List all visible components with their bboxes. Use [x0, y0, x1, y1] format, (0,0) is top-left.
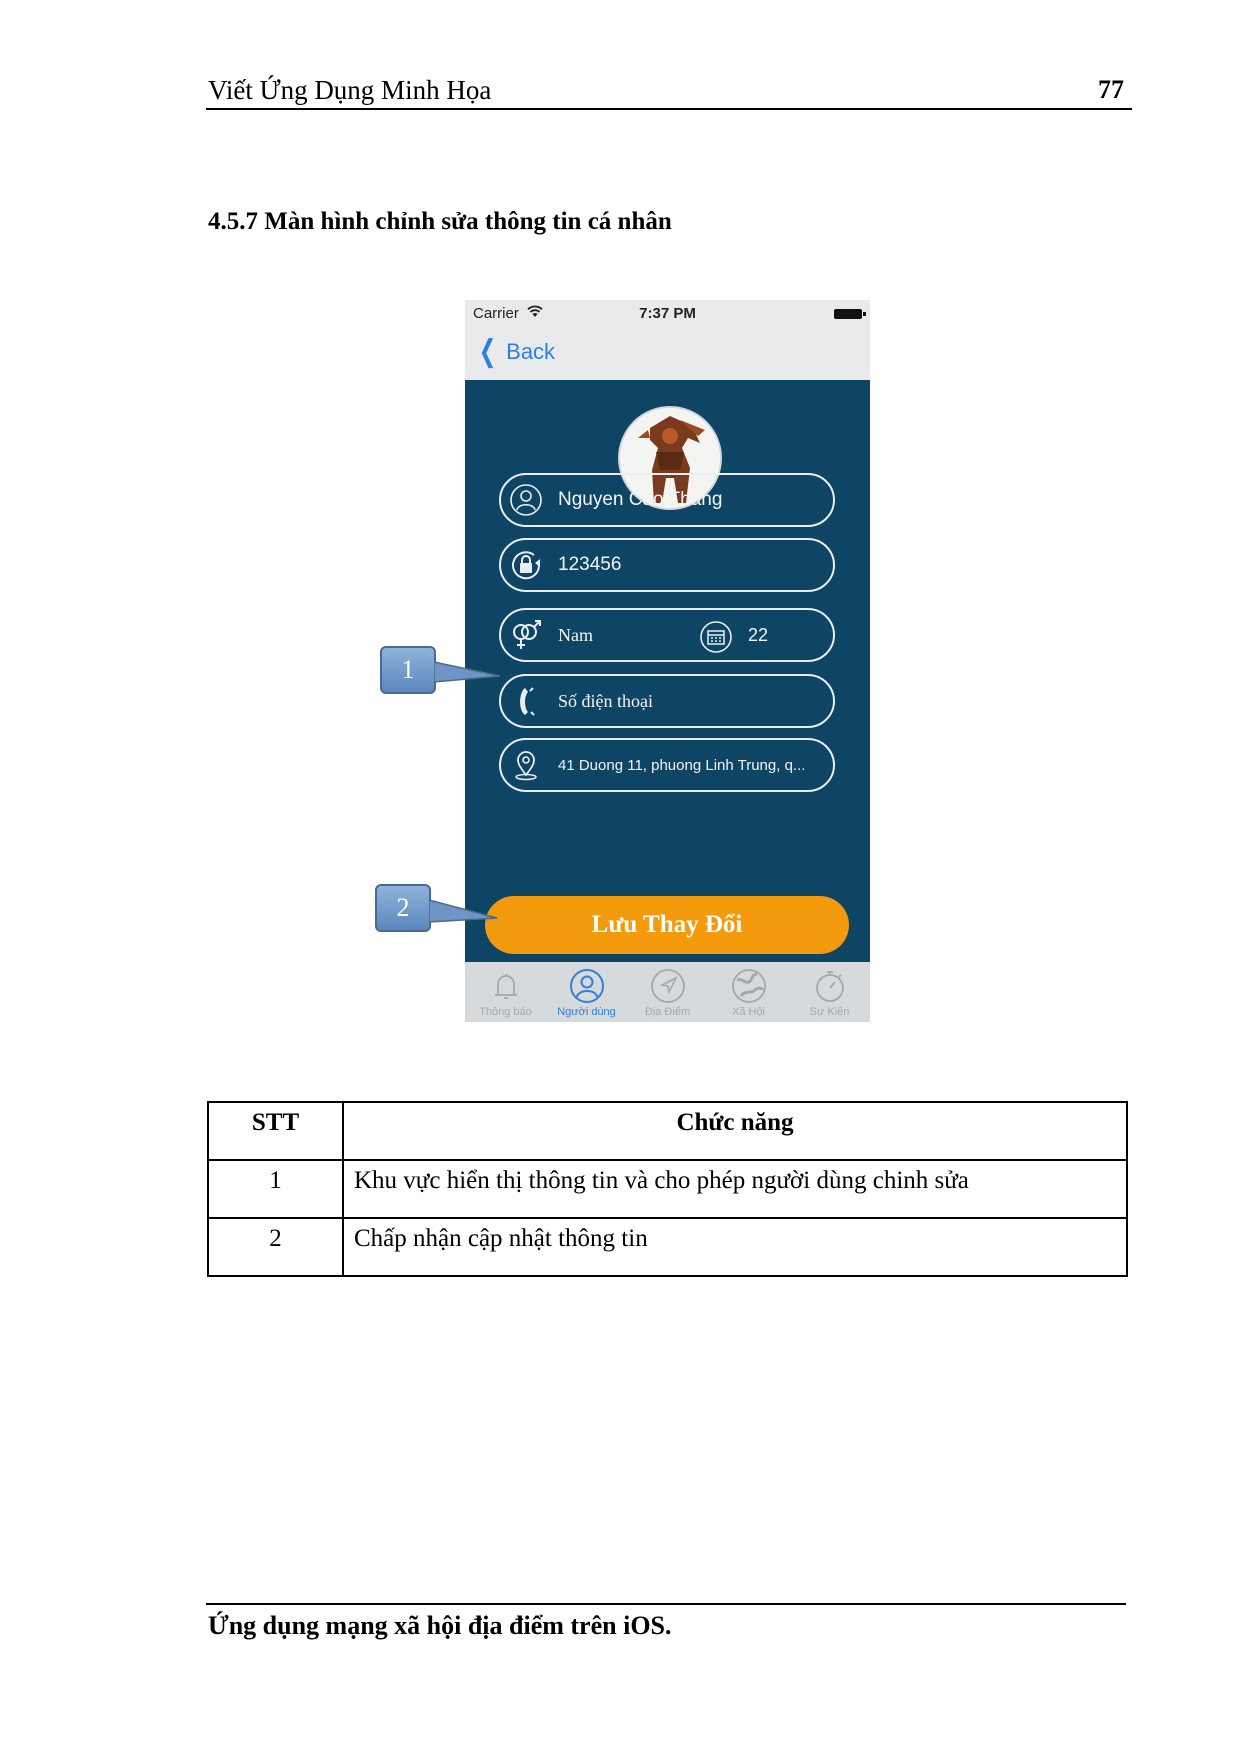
tab-label: Người dùng — [557, 1006, 616, 1018]
status-bar — [465, 300, 870, 380]
carrier-label: Carrier — [473, 305, 519, 322]
section-heading: 4.5.7 Màn hình chỉnh sửa thông tin cá nhân — [208, 208, 672, 235]
table-row — [208, 1160, 1127, 1218]
password-field[interactable] — [499, 538, 835, 592]
footer-text: Ứng dụng mạng xã hội địa điểm trên iOS. — [208, 1611, 672, 1640]
header-title: Viết Ứng Dụng Minh Họa — [208, 75, 492, 105]
tab-label: Địa Điểm — [644, 1006, 691, 1018]
tab-social[interactable] — [708, 962, 789, 1022]
callout-1-arrow — [434, 652, 504, 692]
gender-age-field[interactable] — [499, 608, 835, 662]
address-value: 41 Duong 11, phuong Linh Trung, q... — [558, 757, 806, 774]
globe-icon — [731, 968, 767, 1004]
page-number: 77 — [1098, 75, 1124, 104]
gender-value: Nam — [558, 625, 593, 645]
tab-bar — [465, 962, 870, 1022]
back-label: Back — [506, 339, 556, 364]
callout-2: 2 — [375, 884, 431, 932]
user-icon — [569, 968, 605, 1004]
page-header — [206, 66, 1132, 110]
header-function: Chức năng — [343, 1102, 1127, 1160]
tab-notifications[interactable] — [465, 962, 546, 1022]
navigation-icon — [650, 968, 686, 1004]
row-description: Khu vực hiển thị thông tin và cho phép người dùng chinh sửa — [343, 1160, 1127, 1218]
calendar-icon — [699, 620, 733, 654]
row-stt: 1 — [208, 1160, 343, 1218]
tab-label: Xã Hội — [731, 1006, 766, 1018]
age-value: 22 — [748, 625, 769, 645]
name-value: Nguyen Cao Thang — [558, 489, 723, 510]
name-field[interactable] — [499, 473, 835, 527]
clock-label: 7:37 PM — [639, 305, 696, 322]
tab-events[interactable] — [789, 962, 870, 1022]
bell-icon — [488, 968, 524, 1004]
gender-icon — [509, 618, 543, 652]
location-pin-icon — [509, 748, 543, 782]
address-field[interactable] — [499, 738, 835, 792]
lock-refresh-icon — [509, 548, 543, 582]
save-changes-button[interactable]: Lưu Thay Đổi — [485, 896, 849, 954]
header-stt: STT — [208, 1102, 343, 1160]
battery-icon — [834, 309, 862, 319]
tab-label: Sự Kiện — [809, 1006, 850, 1018]
phone-screenshot — [465, 300, 870, 1022]
back-button[interactable] — [475, 335, 556, 368]
phone-number-field[interactable] — [499, 674, 835, 728]
callout-1: 1 — [380, 646, 436, 694]
page-footer — [206, 1603, 1126, 1640]
callout-2-arrow — [429, 892, 501, 932]
table-row — [208, 1218, 1127, 1276]
row-stt: 2 — [208, 1218, 343, 1276]
table-header-row — [208, 1102, 1127, 1160]
tab-places[interactable] — [627, 962, 708, 1022]
password-value: 123456 — [558, 554, 622, 575]
row-description: Chấp nhận cập nhật thông tin — [343, 1218, 1127, 1276]
tab-label: Thông báo — [479, 1006, 532, 1018]
phone-number-placeholder: Số điện thoại — [558, 691, 653, 711]
function-table — [207, 1101, 1128, 1277]
tab-users[interactable] — [546, 962, 627, 1022]
phone-icon — [509, 684, 543, 718]
chevron-left-icon: ❮ — [478, 335, 497, 368]
stopwatch-icon — [812, 968, 848, 1004]
user-icon — [509, 483, 543, 517]
